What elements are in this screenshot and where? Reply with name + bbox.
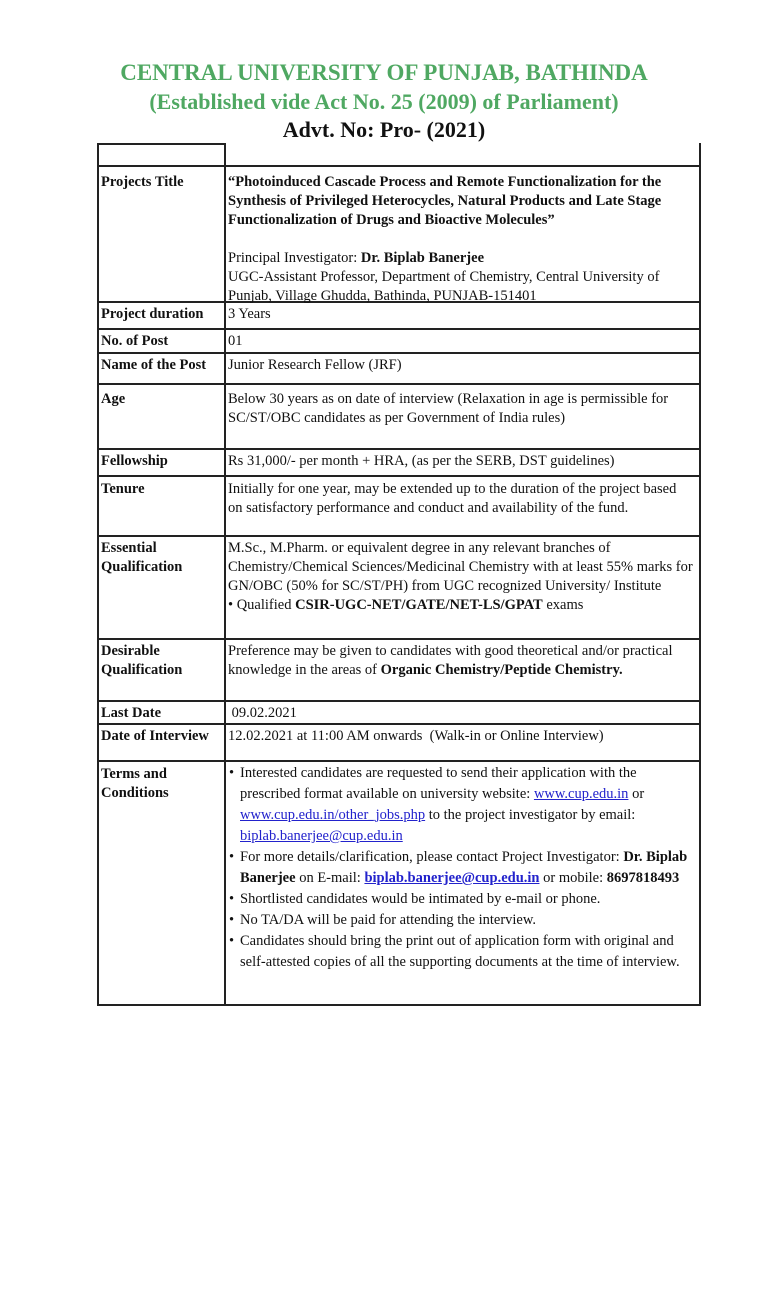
- row-value: 12.02.2021 at 11:00 AM onwards (Walk-in or Online Interview): [228, 728, 604, 744]
- pi-prefix: Principal Investigator:: [228, 250, 361, 266]
- row-value: 09.02.2021: [228, 705, 297, 721]
- row-value: Initially for one year, may be extended up to the duration of the project based on satisfactory performance and conduct and availability of the fund.: [228, 481, 677, 516]
- term-text: For more details/clarification, please contact Project Investigator:: [240, 849, 624, 865]
- desirable-areas: Organic Chemistry/Peptide Chemistry.: [380, 662, 623, 678]
- term-text: Interested candidates are requested to send their application with the prescribed format available on university website:: [240, 765, 637, 802]
- row-label: Project duration: [99, 303, 226, 328]
- row-label: Projects Title: [99, 167, 226, 301]
- essential-qualification-bullet: • Qualified CSIR-UGC-NET/GATE/NET-LS/GPAT exams: [228, 597, 584, 613]
- row-value: [226, 167, 699, 304]
- project-title: “Photoinduced Cascade Process and Remote Functionalization for the Synthesis of Privileged Heterocycles, Natural Products and Late Stage Functionalization of Drugs and Bioactive Molecules”: [228, 174, 662, 228]
- university-name: CENTRAL UNIVERSITY OF PUNJAB, BATHINDA: [120, 60, 648, 85]
- terms-list: [228, 763, 693, 973]
- row-label: Fellowship: [99, 450, 226, 475]
- table-row-post-name: [97, 354, 701, 385]
- row-label: Age: [99, 385, 226, 448]
- pi-email-link-bold[interactable]: biplab.banerjee@cup.edu.in: [364, 870, 540, 886]
- row-label: Terms and Conditions: [99, 762, 226, 1004]
- row-label: Tenure: [99, 477, 226, 535]
- term-text: or: [628, 786, 645, 802]
- table-row-last-date: [97, 702, 701, 725]
- row-value: 01: [228, 333, 243, 349]
- pi-name: Dr. Biplab Banerjee: [360, 250, 485, 266]
- other-jobs-link[interactable]: www.cup.edu.in/other_jobs.php: [240, 807, 426, 823]
- bullet-prefix: Qualified: [236, 597, 296, 613]
- row-value: [226, 762, 699, 1004]
- table-row-posts: [97, 330, 701, 354]
- university-website-link[interactable]: www.cup.edu.in: [533, 786, 629, 802]
- table-row-fellowship: [97, 450, 701, 477]
- row-label: Essential Qualification: [99, 537, 226, 638]
- table-row-tenure: [97, 477, 701, 537]
- row-value: Below 30 years as on date of interview (Relaxation in age is permissible for SC/ST/OBC candidates as per Government of India rules): [228, 391, 669, 426]
- empty-header-cell: [226, 143, 699, 165]
- principal-investigator: [228, 249, 693, 268]
- table-row-project-title: [97, 167, 701, 303]
- terms-item: [228, 763, 693, 847]
- pi-details: UGC-Assistant Professor, Department of Chemistry, Central University of Punjab, Village Ghudda, Bathinda, PUNJAB-151401: [228, 269, 660, 304]
- pi-name: Dr. Biplab Banerjee: [240, 849, 688, 886]
- table-row-age: [97, 385, 701, 450]
- advertisement-number: Advt. No: Pro- (2021): [282, 117, 486, 142]
- table-header-row: [97, 143, 701, 167]
- table-row-interview-date: [97, 725, 701, 762]
- table-row-desirable-qualification: [97, 640, 701, 702]
- exam-list: CSIR-UGC-NET/GATE/NET-LS/GPAT: [295, 597, 543, 613]
- mobile-number: 8697818493: [606, 870, 680, 886]
- term-text: or mobile:: [539, 870, 607, 886]
- terms-item: • Shortlisted candidates would be intimated by e-mail or phone.: [228, 889, 693, 910]
- row-value: 3 Years: [228, 306, 271, 322]
- row-label: Last Date: [99, 702, 226, 723]
- bullet-suffix: exams: [542, 597, 584, 613]
- row-label: Date of Interview: [99, 725, 226, 760]
- row-label: No. of Post: [99, 330, 226, 352]
- term-text: to the project investigator by email:: [425, 807, 636, 823]
- row-label: Desirable Qualification: [99, 640, 226, 700]
- terms-item: • Candidates should bring the print out of application form with original and self-attested copies of all the supporting documents at the time of interview.: [228, 931, 693, 973]
- row-value: [226, 537, 699, 638]
- establishment-note: (Established vide Act No. 25 (2009) of Parliament): [149, 89, 619, 114]
- desirable-text: Preference may be given to candidates with good theoretical and/or practical knowledge in the areas of: [228, 643, 673, 678]
- job-details-table: [97, 143, 701, 1006]
- terms-item: [228, 847, 693, 889]
- terms-item: • No TA/DA will be paid for attending the interview.: [228, 910, 693, 931]
- essential-qualification-text: M.Sc., M.Pharm. or equivalent degree in any relevant branches of Chemistry/Chemical Sciences/Medicinal Chemistry with at least 55% marks for GN/OBC (50% for SC/ST/PH) from UGC recognized University/ Institute: [228, 540, 693, 594]
- term-text: on E-mail:: [295, 870, 365, 886]
- table-row-essential-qualification: [97, 537, 701, 640]
- row-value: Junior Research Fellow (JRF): [228, 357, 402, 373]
- row-label: Name of the Post: [99, 354, 226, 383]
- table-row-terms: [97, 762, 701, 1006]
- row-value: [226, 640, 699, 700]
- table-row-duration: [97, 303, 701, 330]
- empty-header-cell: [97, 143, 226, 165]
- row-value: Rs 31,000/- per month + HRA, (as per the SERB, DST guidelines): [228, 453, 615, 469]
- pi-email-link[interactable]: biplab.banerjee@cup.edu.in: [240, 828, 403, 844]
